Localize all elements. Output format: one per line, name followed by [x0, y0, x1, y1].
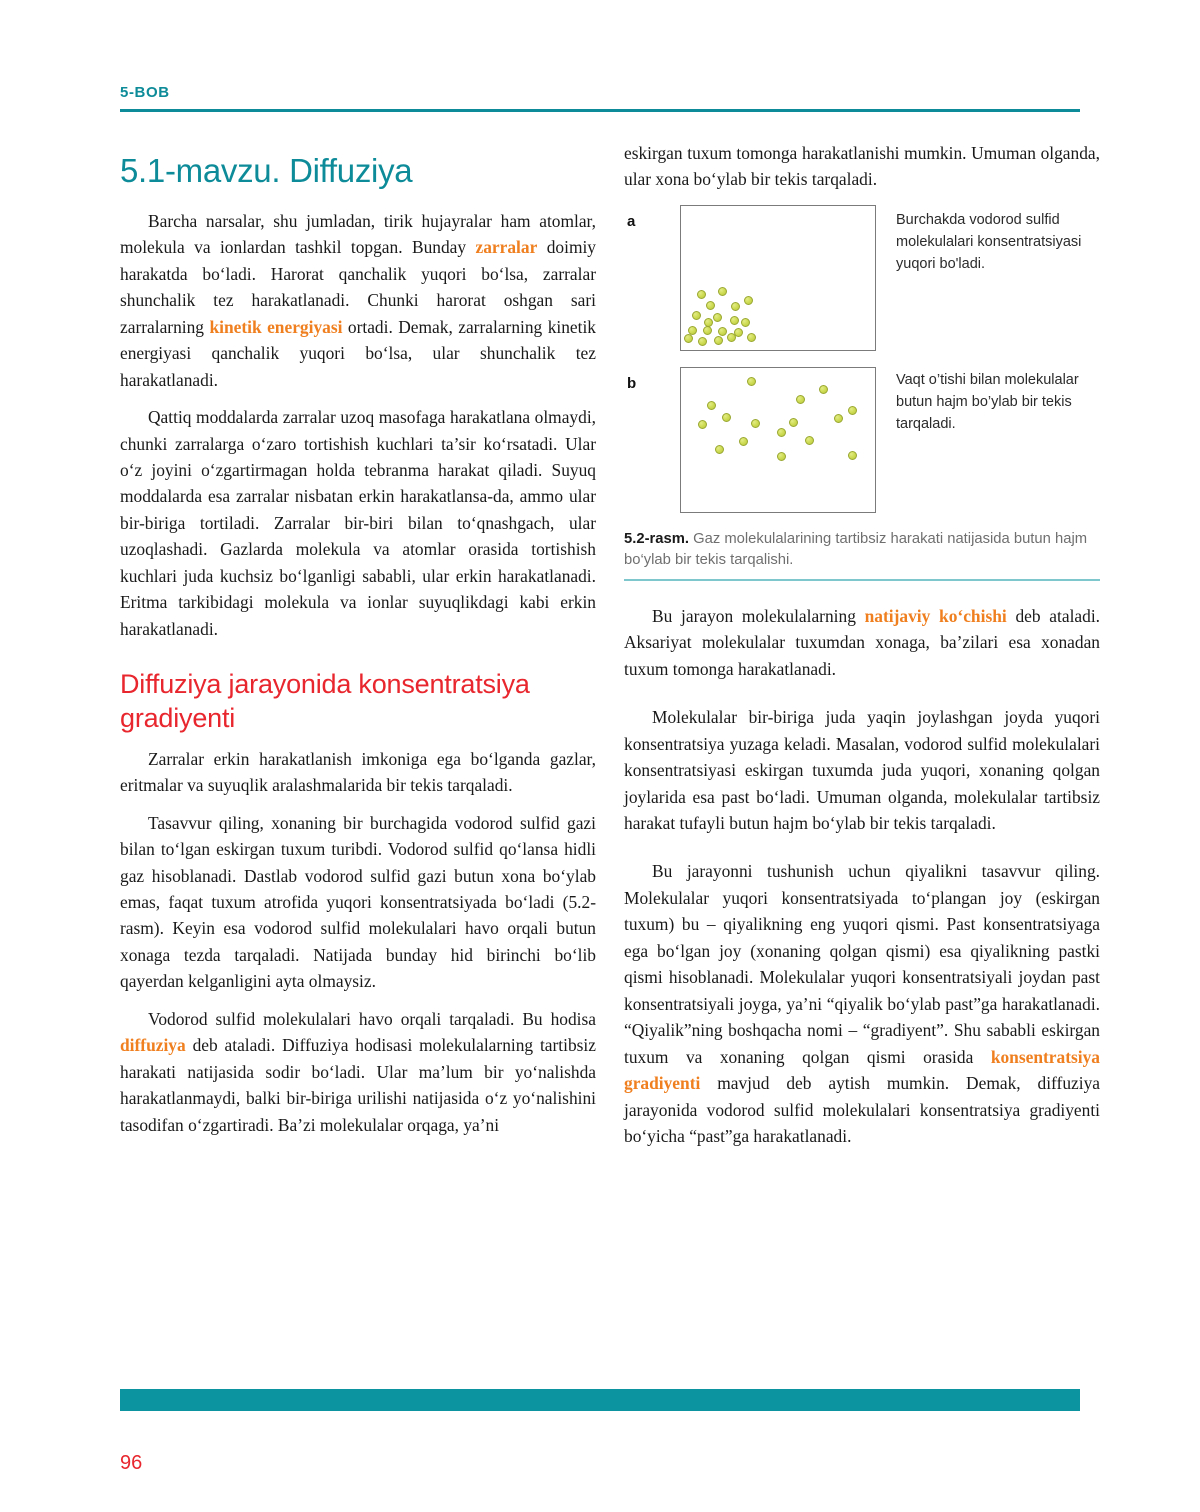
right-paragraph-1-text-a: Bu jarayon molekulalarning [652, 605, 865, 626]
panel-b-caption: Vaqt o’tishi bilan molekulalar butun hajm bo’ylab bir tekis tarqaladi. [896, 371, 1079, 432]
figure-panel-a [624, 205, 1100, 353]
panel-a-letter: a [627, 212, 636, 230]
panel-a-molecule-dot [684, 334, 693, 343]
panel-a-molecule-dot [730, 316, 739, 325]
figure-panel-b [624, 367, 1100, 515]
panel-b-molecule-dot [805, 436, 814, 445]
panel-a-molecule-dot [698, 337, 707, 346]
panel-a-molecule-dot [727, 333, 736, 342]
keyword-diffuziya: diffuziya [120, 1035, 186, 1056]
keyword-natijaviy-kochishi: natijaviy ko‘chishi [864, 605, 1007, 626]
paragraph-5-text-b: deb ataladi. Diffuziya hodisasi molekulalarning tartibsiz harakati natijasida sodir bo‘ladi. Ular ma’lum bir yo‘nalishda harakatlanmaydi, balki bir-biriga urilishi natijasida o‘z yo‘nalishini tasodifan o‘zgartiradi. Ba’zi molekulalar orqaga, ya’ni [120, 1035, 596, 1135]
page-number: 96 [120, 1452, 143, 1474]
panel-a-molecule-dot [718, 287, 727, 296]
panel-b-molecule-dot [789, 418, 798, 427]
paragraph-1 [120, 208, 596, 393]
panel-b-molecule-dot [777, 452, 786, 461]
panel-a-molecule-dot [747, 333, 756, 342]
paragraph-5-text-a: Vodorod sulfid molekulalari havo orqali tarqaladi. Bu hodisa [148, 1008, 596, 1029]
panel-a-molecule-dot [744, 296, 753, 305]
right-paragraph-1 [624, 603, 1100, 682]
paragraph-5 [120, 1006, 596, 1138]
right-paragraph-3-text-a: Bu jarayonni tushunish uchun qiyalikni tasavvur qiling. Molekulalar yuqori konsentratsiyada to‘plangan joy (eskirgan tuxum) bu – qiyalikning eng yuqori qismi. Past konsentratsiyaga ega bo‘lgan joy (xonaning qolgan qismi) esa qiyalikning pastki qismi hisoblanadi. Molekulalar yuqori konsentratsiyali joydan past konsentratsiyali joyga, ya’ni “qiyalik bo‘ylab past”ga harakatlanadi. “Qiyalik”ning boshqacha nomi – “gradiyent”. Shu sababli eskirgan tuxum va xonaning qolgan qismi orasida [624, 861, 1100, 1067]
header-divider [120, 109, 1080, 112]
panel-b-molecule-dot [777, 428, 786, 437]
right-column [624, 140, 1100, 1160]
right-paragraph-1-text-b: deb ataladi. Aksariyat molekulalar tuxumdan xonaga, ba’zilari esa xonadan tuxum tomonga harakatlanadi. [624, 605, 1100, 679]
panel-b-molecule-dot [751, 419, 760, 428]
panel-b-molecule-dot [796, 395, 805, 404]
panel-b-molecule-dot [722, 413, 731, 422]
panel-a-molecule-dot [713, 313, 722, 322]
figure-caption-text: Gaz molekulalarining tartibsiz harakati natijasida butun hajm bo‘ylab bir tekis tarqalishi. [624, 530, 1088, 569]
panel-b-molecule-dot [834, 414, 843, 423]
panel-b-molecule-dot [715, 445, 724, 454]
panel-b-molecule-dot [698, 420, 707, 429]
panel-a-container [680, 205, 876, 351]
panel-b-molecule-dot [739, 437, 748, 446]
panel-a-molecule-dot [718, 327, 727, 336]
section-subheading: Diffuziya jarayonida konsentratsiya gradiyenti [120, 669, 530, 733]
panel-a-molecule-dot [692, 311, 701, 320]
paragraph-2: Qattiq moddalarda zarralar uzoq masofaga harakatlana olmaydi, chunki zarralarga o‘zaro tortishish kuchlari ta’sir ko‘rsatadi. Ular o‘z joyini o‘zgartirmagan holda tebranma harakat qiladi. Suyuq moddalarda esa zarralar nisbatan erkin harakatlansa-da, ammo ular bir-biriga tortiladi. Zarralar bir-biri bilan to‘qnashgach, ular uzoqlashadi. Gazlarda molekula va atomlar orasida tortishish kuchlari juda kuchsiz bo‘lganligi sababli, ular erkin harakatlanadi. Eritma tarkibidagi molekula va ionlar suyuqlikdagi kabi erkin harakatlanadi. [120, 407, 596, 639]
paragraph-1-text-a: Barcha narsalar, shu jumladan, tirik hujayralar ham atomlar, molekula va ionlardan tashkil topgan. Bunday [120, 210, 596, 258]
two-column-layout [120, 140, 1100, 1360]
footer-bar [120, 1389, 1080, 1411]
panel-b-container [680, 367, 876, 513]
panel-b-letter: b [627, 374, 637, 392]
keyword-zarralar: zarralar [475, 237, 538, 258]
figure-5-2 [624, 205, 1100, 581]
panel-a-molecule-dot [703, 326, 712, 335]
panel-b-molecule-dot [819, 385, 828, 394]
figure-divider [624, 579, 1100, 581]
keyword-konsentratsiya-gradiyenti: konsentratsiya gradiyenti [624, 1046, 1100, 1094]
panel-b-molecule-dot [747, 377, 756, 386]
panel-a-molecule-dot [741, 318, 750, 327]
left-column [120, 140, 596, 1149]
chapter-label: 5-BOB [120, 84, 170, 101]
panel-a-molecule-dot [706, 301, 715, 310]
paragraph-1-text-c: ortadi. Demak, zarralarning kinetik energiyasi qanchalik yuqori bo‘lsa, ular shunchalik tez harakatlanadi. [120, 316, 596, 390]
panel-b-molecule-dot [707, 401, 716, 410]
panel-b-molecule-dot [848, 406, 857, 415]
panel-a-caption: Burchakda vodorod sulfid molekulalari konsentratsiyasi yuqori bo'ladi. [896, 211, 1082, 272]
right-paragraph-2: Molekulalar bir-biriga juda yaqin joylashgan joyda yuqori konsentratsiya yuzaga keladi. Masalan, vodorod sulfid molekulalari konsentratsiyasi eskirgan tuxumda juda yuqori, xonaning qolgan joylarida esa past bo‘ladi. Umuman olganda, molekulalar tartibsiz harakat tufayli butun hajm bo‘ylab bir tekis tarqaladi. [624, 707, 1100, 833]
panel-a-molecule-dot [697, 290, 706, 299]
right-paragraph-3 [624, 858, 1100, 1149]
keyword-kinetik-energiyasi: kinetik energiyasi [209, 316, 343, 337]
paragraph-1-text-b: doimiy harakatda bo‘ladi. Harorat qanchalik yuqori bo‘lsa, zarralar shunchalik tez harakatlanadi. Chunki harorat oshgan sari zarralarning [120, 237, 596, 337]
right-paragraph-3-text-b: mavjud deb aytish mumkin. Demak, diffuziya jarayonida vodorod sulfid molekulalari konsentratsiya gradiyenti bo‘yicha “past”ga harakatlanadi. [624, 1073, 1100, 1146]
panel-b-molecule-dot [848, 451, 857, 460]
paragraph-3: Zarralar erkin harakatlanish imkoniga ega bo‘lganda gazlar, eritmalar va suyuqlik aralashmalarida bir tekis tarqaladi. [120, 748, 596, 796]
figure-caption [624, 529, 1100, 572]
panel-a-molecule-dot [714, 336, 723, 345]
paragraph-4: Tasavvur qiling, xonaning bir burchagida vodorod sulfid gazi bilan to‘lgan eskirgan tuxum turibdi. Vodorod sulfid qo‘lansa hidli gaz hisoblanadi. Dastlab vodorod sulfid gazi butun xona bo‘ylab emas, faqat tuxum atrofida yuqori konsentratsiyada bo‘ladi (5.2-rasm). Keyin esa vodorod sulfid molekulalari havo orqali butun xonaga tezda tarqaladi. Natijada bunday hid birinchi bo‘lib qayerdan kelganligini ayta olmaysiz. [120, 812, 596, 992]
figure-number: 5.2-rasm. [624, 530, 689, 547]
paragraph-continuation: eskirgan tuxum tomonga harakatlanishi mumkin. Umuman olganda, ular xona bo‘ylab bir tekis tarqaladi. [624, 143, 1100, 190]
panel-a-molecule-dot [731, 302, 740, 311]
page-title: 5.1-mavzu. Diffuziya [120, 152, 413, 189]
running-head [120, 84, 1080, 112]
